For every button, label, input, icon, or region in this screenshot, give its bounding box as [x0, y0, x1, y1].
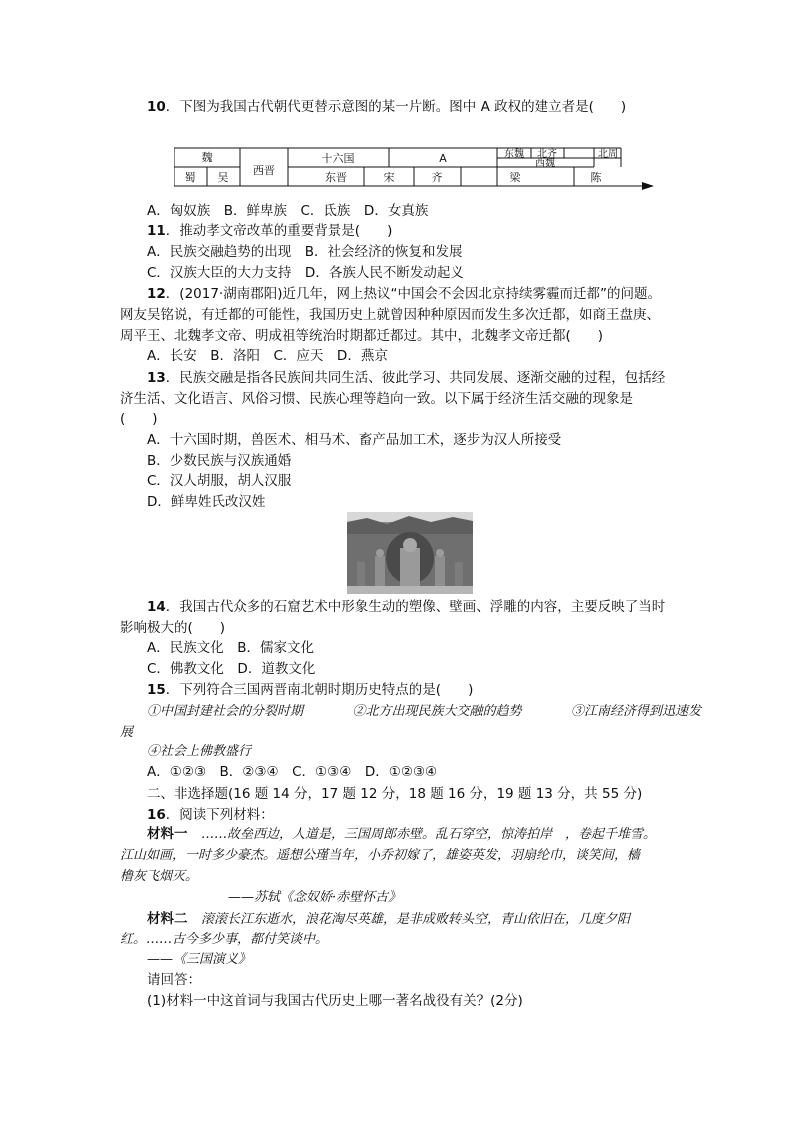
- material-2-line-1: [147, 909, 630, 930]
- material-1-line-1: [147, 824, 687, 845]
- q16-stem: [147, 805, 274, 825]
- label-northern-zhou: 北周: [598, 149, 618, 160]
- material-1-line-2: 江山如画，一时多少豪杰。遥想公瑾当年，小乔初嫁了，雄姿英发，羽扇纶巾，谈笑间，樯: [120, 848, 641, 863]
- q12-options: A．长安 B．洛阳 C．应天 D．燕京: [147, 348, 388, 364]
- q16-sub-question-1: (1)材料一中这首词与我国古代历史上哪一著名战役有关？(2分): [147, 993, 523, 1009]
- material-1-label: 材料一: [147, 826, 188, 842]
- q12-text-1: ．(2017·湖南郡阳)近几年，网上热议“中国会不会因北京持续雾霾而迁都”的问题。: [165, 286, 661, 302]
- q14-stem-1: [147, 597, 665, 617]
- q15-statement-4: ④社会上佛教盛行: [147, 744, 252, 759]
- q14-number: 14: [147, 599, 166, 615]
- q13-option-b: B．少数民族与汉族通婚: [147, 453, 292, 469]
- label-shu: 蜀: [184, 171, 196, 184]
- q13-option-a: A．十六国时期，兽医术、相马术、畜产品加工术，逐步为汉人所接受: [147, 432, 562, 448]
- q11-number: 11: [147, 223, 166, 239]
- q15-statement-1: ①中国封建社会的分裂时期: [147, 704, 304, 719]
- timeline-arrowhead: [642, 182, 654, 190]
- q15-options: A．①②③ B．②③④ C．①③④ D．①②③④: [147, 764, 438, 780]
- q15-statement-3-cont: 展: [120, 725, 134, 740]
- q15-stem: [147, 680, 473, 700]
- label-liang: 梁: [509, 171, 521, 184]
- material-2-text-1: 滚滚长江东逝水，浪花淘尽英雄，是非成败转头空，青山依旧在，几度夕阳: [201, 912, 631, 927]
- q10-number: 10: [147, 99, 166, 115]
- material-1-source: ——苏轼《念奴娇·赤壁怀古》: [228, 890, 402, 905]
- label-regime-a: A: [439, 152, 447, 165]
- label-eastern-wei: 东魏: [504, 149, 524, 160]
- q14-options-1: A．民族文化 B．儒家文化: [147, 640, 314, 656]
- label-northern-qi: 北齐: [537, 149, 557, 160]
- q13-stem-2: 济生活、文化语言、风俗习惯、民族心理等趋向一致。以下属于经济生活交融的现象是: [120, 391, 633, 407]
- q10-options: A．匈奴族 B．鲜卑族 C．氐族 D．女真族: [147, 203, 429, 219]
- q12-stem-3: 周平王、北魏孝文帝、明成祖等统治时期都迁都过。其中，北魏孝文帝迁都( ): [120, 328, 604, 344]
- q15-text: ．下列符合三国两晋南北朝时期历史特点的是( ): [165, 682, 474, 698]
- q12-stem-2: 网友吴铭说，有迁都的可能性，我国历史上就曾因种种原因而发生多次迁都，如商王盘庚、: [120, 307, 660, 323]
- q16-prompt: 请回答：: [147, 972, 201, 988]
- q11-stem: [147, 221, 392, 241]
- material-2-label: 材料二: [147, 911, 188, 927]
- q13-number: 13: [147, 370, 166, 386]
- q12-stem-1: [147, 284, 661, 304]
- section-2-heading: 二、非选择题(16 题 14 分，17 题 12 分，18 题 16 分，19 题 13 分，共 55 分): [147, 786, 643, 802]
- q15-statements-line-1: [147, 702, 701, 722]
- label-eastern-jin: 东晋: [325, 171, 347, 184]
- q11-options-1: A．民族交融趋势的出现 B．社会经济的恢复和发展: [147, 244, 463, 260]
- grotto-statue-photo: [347, 512, 473, 594]
- label-wu: 吴: [217, 171, 229, 184]
- q10-stem: [147, 97, 626, 117]
- q15-statement-2: ②北方出现民族大交融的趋势: [352, 704, 522, 719]
- q15-statement-3: ③江南经济得到迅速发: [570, 704, 701, 719]
- q15-number: 15: [147, 682, 166, 698]
- label-qi: 齐: [431, 171, 443, 184]
- dynasty-timeline: [174, 145, 654, 193]
- q13-text-1: ．民族交融是指各民族间共同生活、彼此学习、共同发展、逐渐交融的过程，包括经: [165, 370, 666, 386]
- q14-text-1: ．我国古代众多的石窟艺术中形象生动的塑像、壁画、浮雕的内容，主要反映了当时: [165, 599, 666, 615]
- q14-stem-2: 影响极大的( ): [120, 620, 226, 636]
- label-wei: 魏: [201, 151, 213, 164]
- material-1-text-1: ……故垒西边，人道是，三国周郎赤壁。乱石穿空，惊涛拍岸 ，卷起千堆雪。: [201, 827, 657, 842]
- q11-options-2: C．汉族大臣的大力支持 D．各族人民不断发动起义: [147, 265, 464, 281]
- q10-text: ．下图为我国古代朝代更替示意图的某一片断。图中 A 政权的建立者是( ): [165, 99, 627, 115]
- q11-text: ．推动孝文帝改革的重要背景是( ): [165, 223, 393, 239]
- q13-stem-1: [147, 368, 665, 388]
- q16-text: ．阅读下列材料：: [165, 807, 274, 823]
- q14-options-2: C．佛教文化 D．道教文化: [147, 661, 316, 677]
- material-1-line-3: 橹灰飞烟灭。: [120, 869, 199, 884]
- q13-stem-3: ( ): [120, 411, 158, 427]
- q16-number: 16: [147, 807, 166, 823]
- q12-number: 12: [147, 286, 166, 302]
- label-western-wei: 西魏: [535, 158, 555, 169]
- label-sixteen-kingdoms: 十六国: [321, 152, 355, 165]
- label-western-jin: 西晋: [253, 164, 275, 177]
- label-song: 宋: [383, 171, 395, 184]
- material-2-line-2: 红。……古今多少事，都付笑谈中。: [120, 932, 329, 947]
- material-2-source: ——《三国演义》: [147, 952, 252, 967]
- label-chen: 陈: [590, 171, 602, 184]
- q13-option-d: D．鲜卑姓氏改汉姓: [147, 494, 266, 510]
- q13-option-c: C．汉人胡服，胡人汉服: [147, 473, 292, 489]
